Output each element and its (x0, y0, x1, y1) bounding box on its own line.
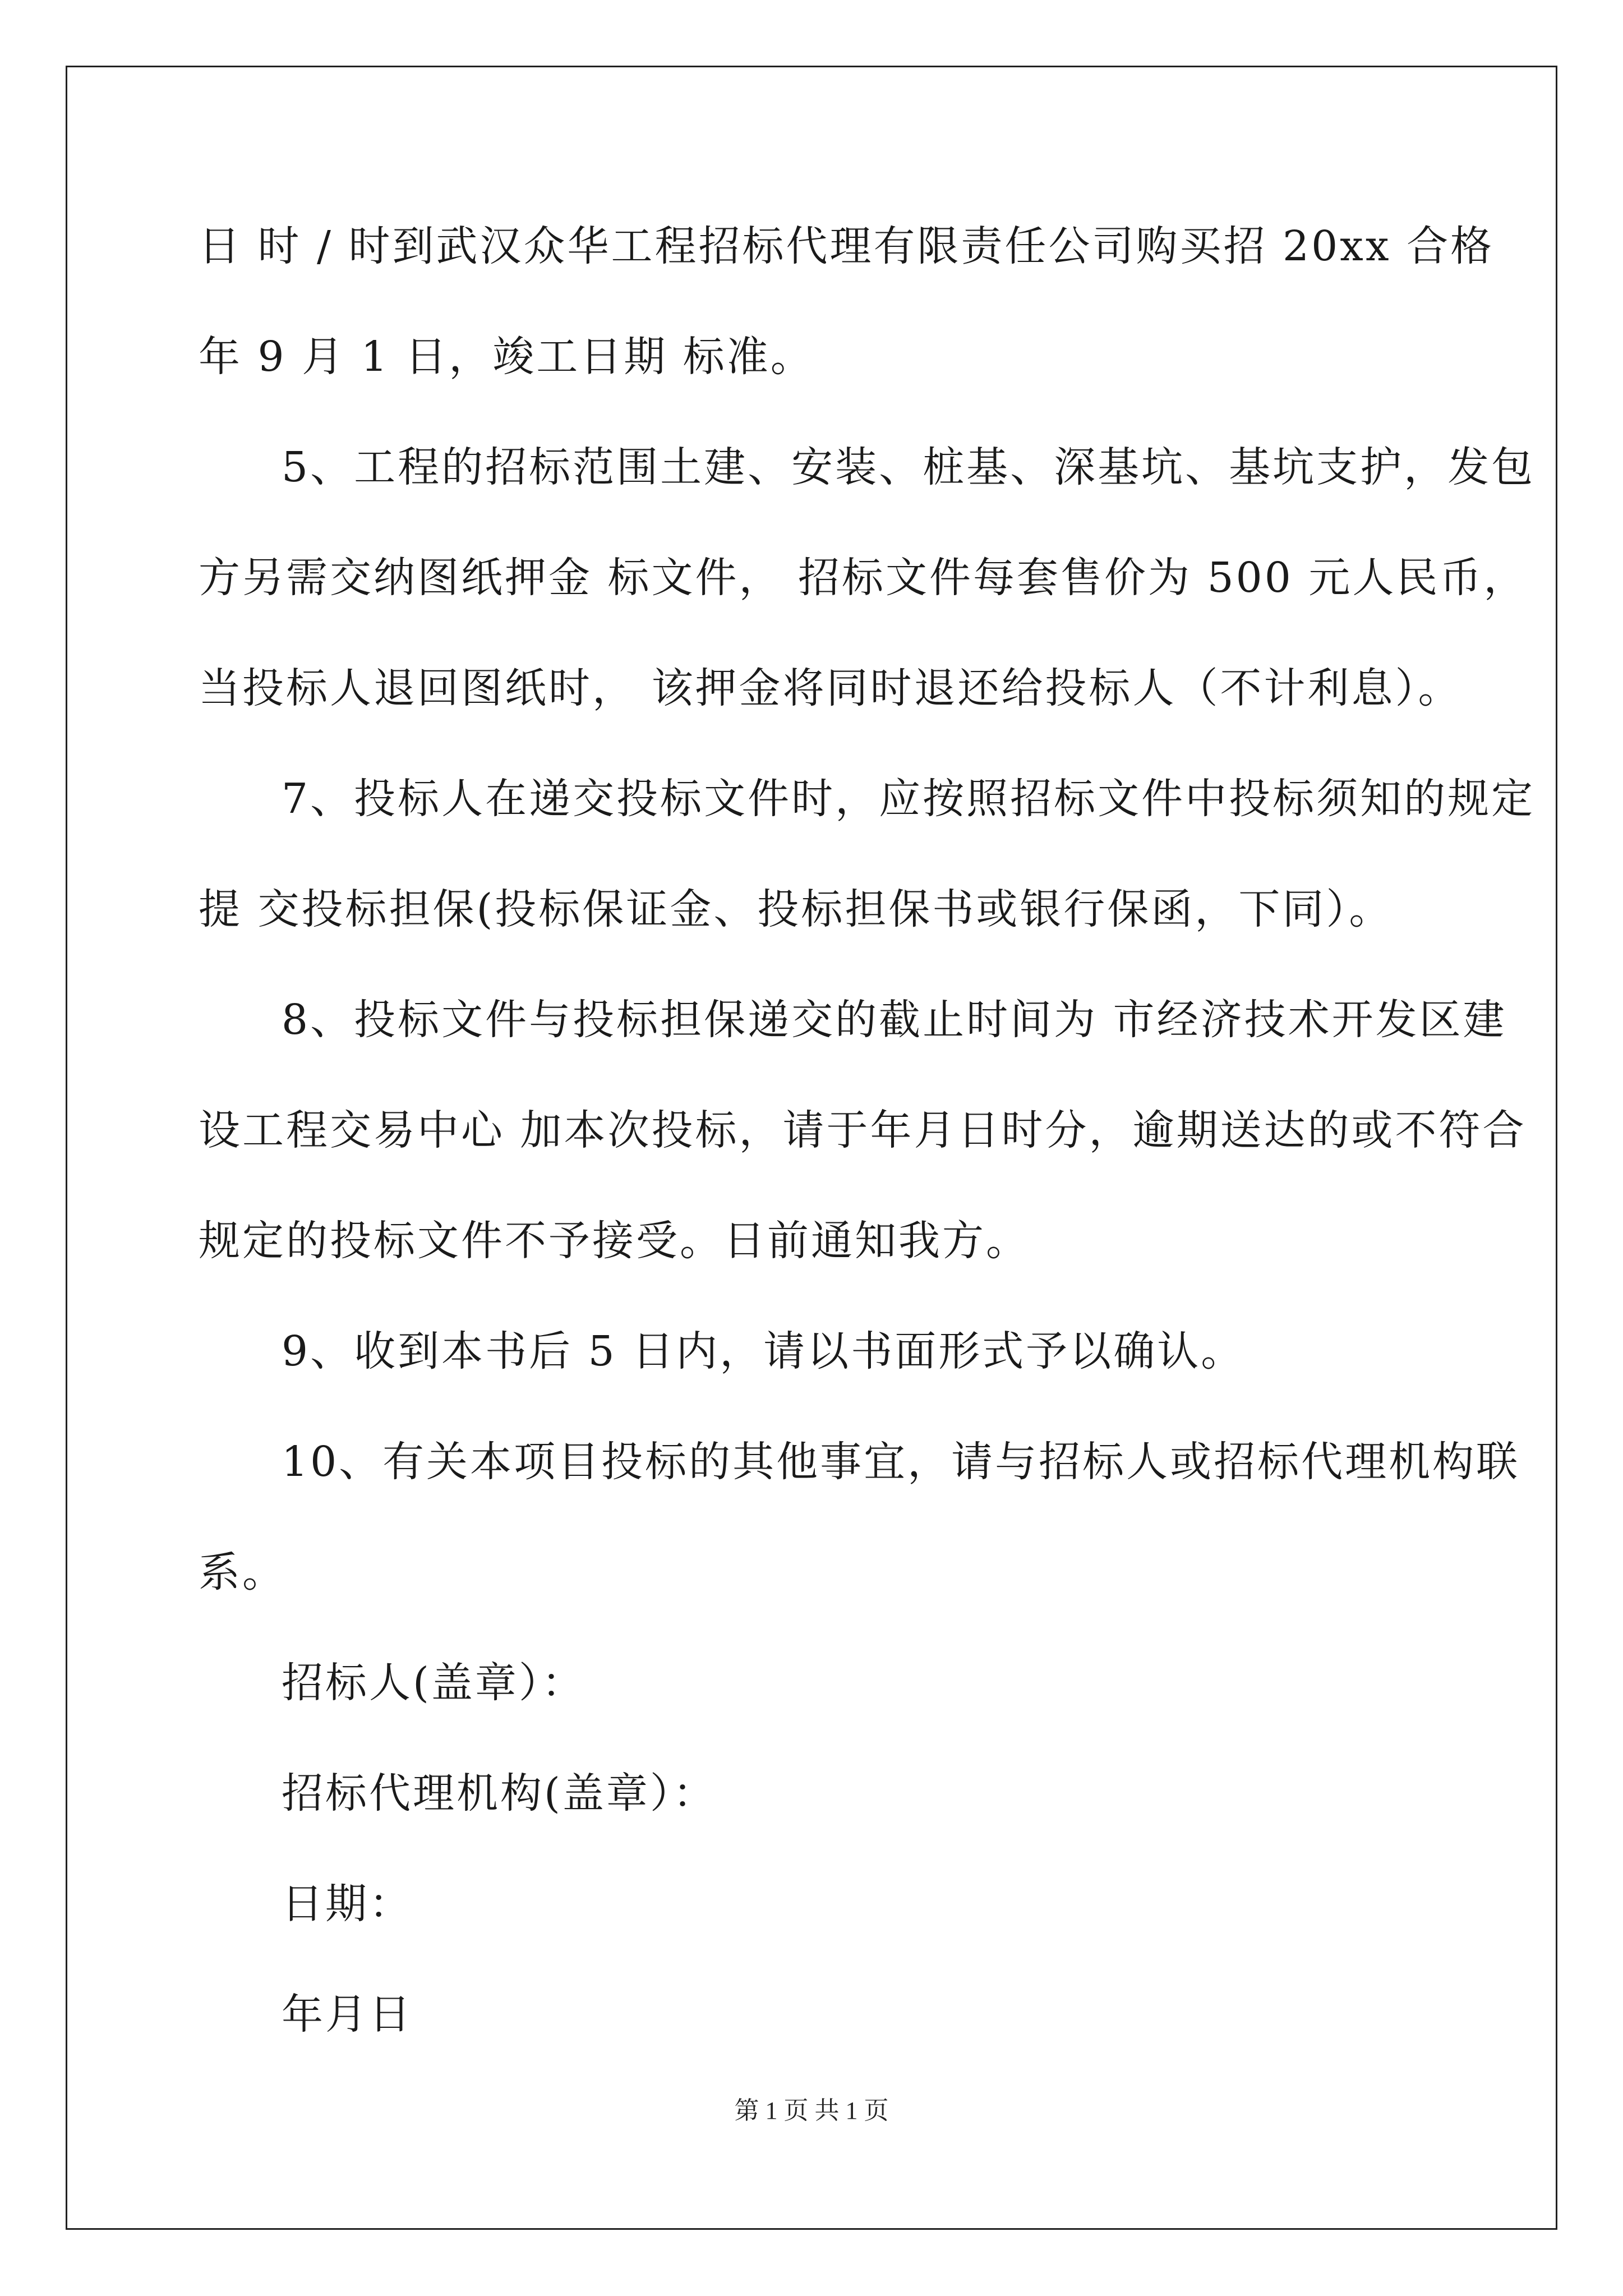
paragraph-item-5: 5、工程的招标范围土建、安装、桩基、深基坑、基坑支护，发包 (282, 443, 1536, 491)
date-value: 年月日 (282, 1990, 413, 2039)
paragraph-item-10: 10、有关本项目投标的其他事宜，请与招标人或招标代理机构联 (282, 1438, 1520, 1486)
document-body (199, 219, 1536, 2097)
page-footer: 第 1 页 共 1 页 (734, 2097, 889, 2124)
text-line: 提 交投标担保(投标保证金、投标担保书或银行保函，下同）。 (199, 885, 1393, 933)
text-line: 日 时 / 时到武汉众华工程招标代理有限责任公司购买招 20xx 合格 (199, 222, 1495, 270)
text-line: 当投标人退回图纸时， 该押金将同时退还给投标人（不计利息）。 (199, 664, 1462, 712)
paragraph-item-7: 7、投标人在递交投标文件时，应按照招标文件中投标须知的规定 (282, 775, 1536, 823)
paragraph-item-9: 9、收到本书后 5 日内，请以书面形式予以确认。 (282, 1327, 1245, 1375)
paragraph-item-8: 8、投标文件与投标担保递交的截止时间为 市经济技术开发区建 (282, 996, 1507, 1044)
text-line: 方另需交纳图纸押金 标文件， 招标文件每套售价为 500 元人民币， (199, 554, 1528, 602)
signature-tenderer: 招标人(盖章）： (282, 1659, 585, 1707)
signature-agency: 招标代理机构(盖章）： (282, 1769, 717, 1818)
text-line: 系。 (199, 1548, 286, 1596)
text-line: 设工程交易中心 加本次投标，请于年月日时分，逾期送达的或不符合 (199, 1106, 1527, 1154)
date-label: 日期： (282, 1880, 413, 1928)
text-line: 年 9 月 1 日，竣工日期 标准。 (199, 333, 814, 381)
text-line: 规定的投标文件不予接受。日前通知我方。 (199, 1217, 1030, 1265)
